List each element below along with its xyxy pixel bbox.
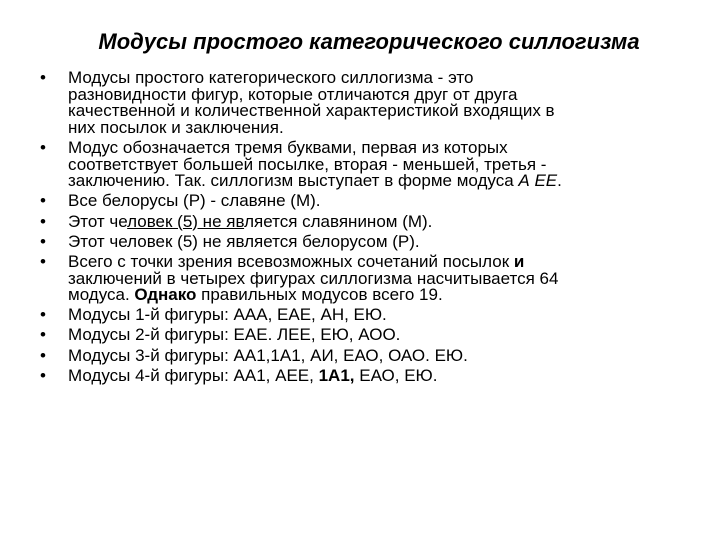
list-item: • Всего с точки зрения всевозможных сочетаний посылок и заключений в четырех фигурах силлогизма насчитывается 64 модуса. Однако правильных модусов всего 19. [40, 251, 559, 305]
list-item: • Все белорусы (Р) - славяне (М). [40, 191, 321, 211]
list-item: • Модусы 1-й фигуры: ААА, ЕАЕ, АН, ЕЮ. [40, 305, 387, 325]
bullet-icon: • [40, 137, 46, 157]
bullet-icon: • [40, 191, 46, 211]
bullet-icon: • [40, 345, 46, 365]
list-item: • Модусы 2-й фигуры: ЕАЕ. ЛЕЕ, ЕЮ, АОО. [40, 325, 401, 345]
list-item: • Модусы 3-й фигуры: АА1,1А1, АИ, ЕАО, ОАО. ЕЮ. [40, 345, 468, 365]
slide-title: Модусы простого категорического силлогизма [98, 29, 640, 54]
bullet-icon: • [40, 251, 46, 271]
bullet-icon: • [40, 365, 46, 385]
list-item: • Модус обозначается тремя буквами, первая из которых соответствует большей посылке, вторая - меньшей, третья - заключению. Так. силлогизм выступает в форме модуса А ЕЕ. [40, 137, 562, 191]
list-item: • Этот человек (5) не является белорусом (Р). [40, 231, 420, 251]
bullet-list [30, 70, 700, 388]
list-item: • Этот человек (5) не является славянином (М). [40, 211, 433, 231]
bullet-icon: • [40, 325, 46, 345]
bullet-icon: • [40, 231, 46, 251]
list-item: • Модусы 4-й фигуры: АА1, АЕЕ, 1А1, ЕАО, ЕЮ. [40, 365, 438, 385]
bullet-icon: • [40, 305, 46, 325]
list-item: • Модусы простого категорического силлогизма - это разновидности фигур, которые отличаются друг от друга качественной и количественной характеристикой входящих в них посылок и заключения. [40, 68, 555, 137]
bullet-icon: • [40, 211, 46, 231]
bullet-icon: • [40, 68, 46, 87]
